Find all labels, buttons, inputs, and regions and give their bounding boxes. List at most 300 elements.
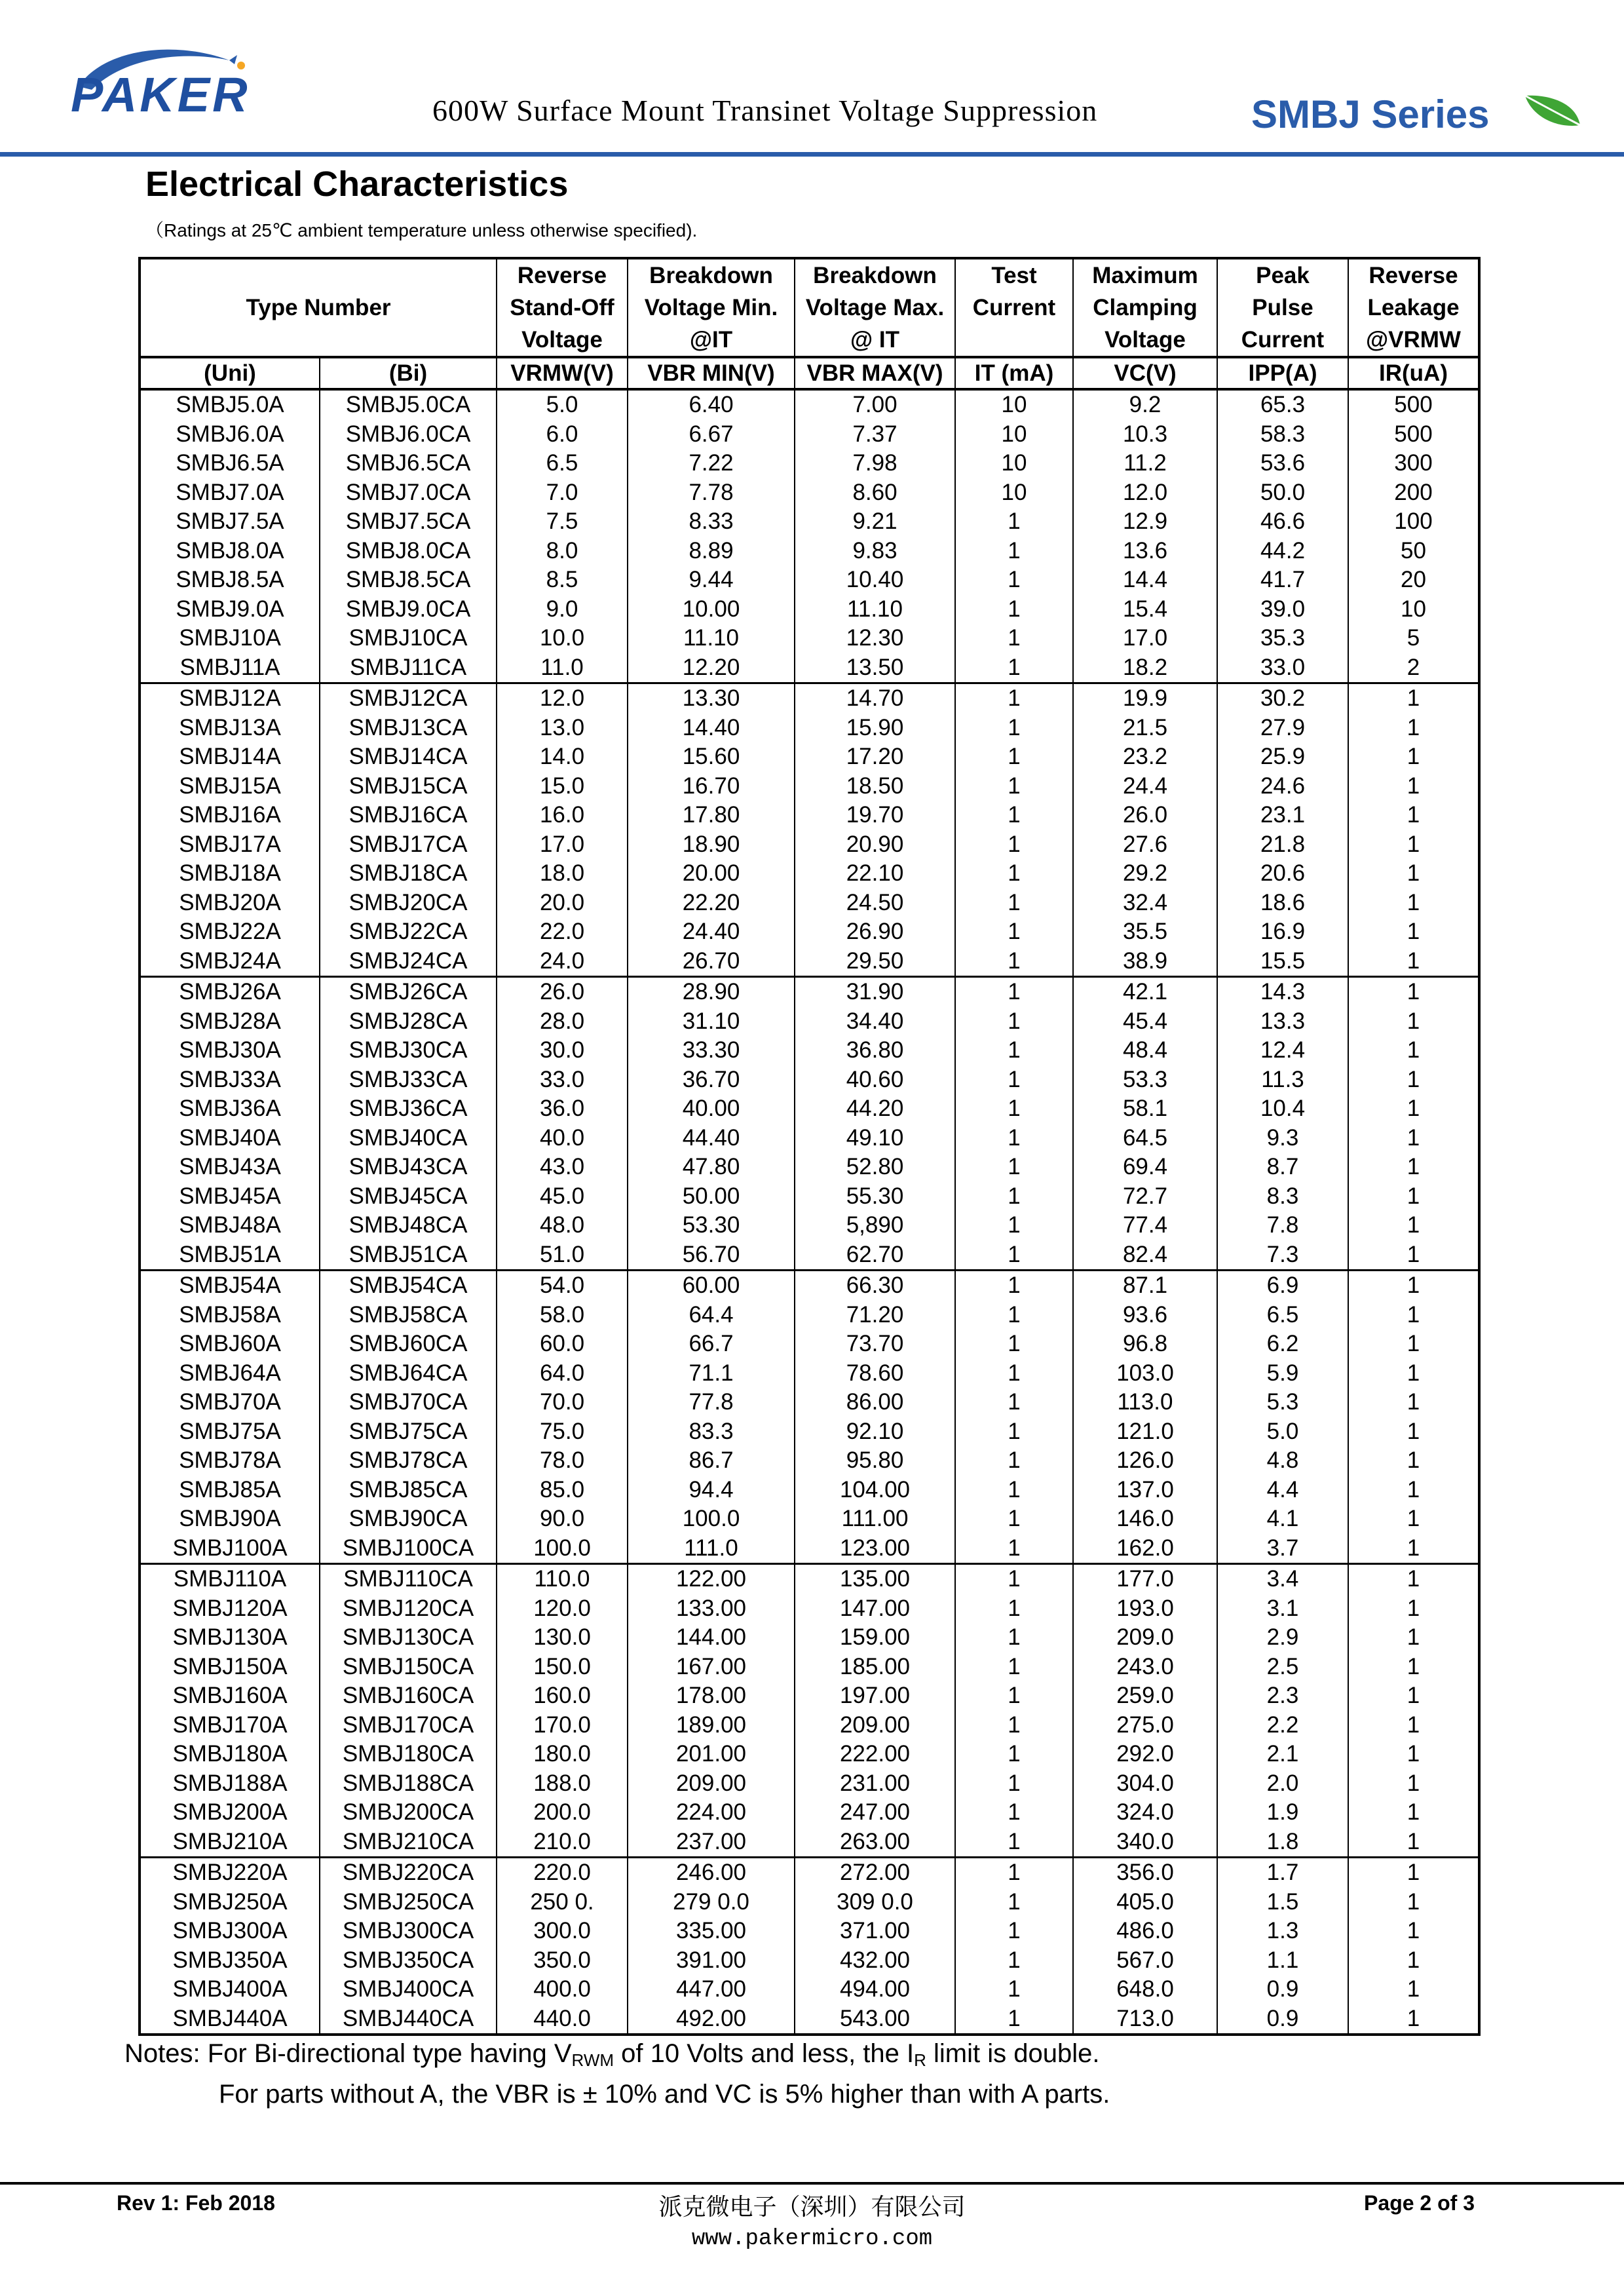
table-cell: 58.1 — [1073, 1094, 1217, 1124]
table-cell: 309 0.0 — [795, 1888, 955, 1917]
table-cell: 1 — [1348, 1240, 1479, 1271]
table-cell: 1 — [955, 537, 1073, 566]
table-cell: 1 — [1348, 1182, 1479, 1212]
table-cell: SMBJ90A — [140, 1504, 320, 1534]
table-cell: SMBJ7.5A — [140, 507, 320, 537]
table-cell: 18.50 — [795, 772, 955, 801]
table-cell: 7.8 — [1217, 1211, 1348, 1240]
table-cell: 1 — [955, 595, 1073, 624]
table-cell: 304.0 — [1073, 1769, 1217, 1799]
table-cell: 1.1 — [1217, 1946, 1348, 1976]
table-cell: 8.5 — [497, 565, 628, 595]
table-cell: 220.0 — [497, 1858, 628, 1888]
table-cell: 200.0 — [497, 1798, 628, 1827]
table-cell: SMBJ5.0A — [140, 389, 320, 420]
ipp-header: Peak Pulse Current — [1217, 258, 1348, 357]
table-cell: 1 — [1348, 1623, 1479, 1653]
table-cell: 6.5 — [497, 449, 628, 478]
table-cell: 1 — [1348, 1301, 1479, 1330]
table-cell: 340.0 — [1073, 1827, 1217, 1858]
table-cell: SMBJ48CA — [320, 1211, 497, 1240]
logo-text: PAKER — [71, 67, 250, 122]
table-cell: 1 — [955, 714, 1073, 743]
table-cell: 209.00 — [628, 1769, 795, 1799]
table-cell: SMBJ5.0CA — [320, 389, 497, 420]
table-cell: 1 — [955, 1681, 1073, 1711]
table-cell: 371.00 — [795, 1917, 955, 1946]
table-cell: 1 — [955, 947, 1073, 977]
table-cell: SMBJ78A — [140, 1446, 320, 1476]
table-row — [140, 859, 1479, 889]
table-cell: SMBJ170CA — [320, 1711, 497, 1740]
table-cell: 1.7 — [1217, 1858, 1348, 1888]
table-cell: 35.5 — [1073, 917, 1217, 947]
table-cell: 8.0 — [497, 537, 628, 566]
table-cell: 1 — [955, 1653, 1073, 1682]
table-cell: SMBJ9.0CA — [320, 595, 497, 624]
table-cell: SMBJ10CA — [320, 624, 497, 653]
table-cell: SMBJ210CA — [320, 1827, 497, 1858]
table-row — [140, 1330, 1479, 1359]
table-cell: 1.3 — [1217, 1917, 1348, 1946]
table-row — [140, 1476, 1479, 1505]
table-cell: 50.0 — [1217, 478, 1348, 508]
table-cell: 29.2 — [1073, 859, 1217, 889]
table-cell: 94.4 — [628, 1476, 795, 1505]
table-cell: 9.83 — [795, 537, 955, 566]
table-cell: 447.00 — [628, 1975, 795, 2004]
table-cell: SMBJ110CA — [320, 1564, 497, 1594]
table-cell: 1 — [1348, 1359, 1479, 1388]
table-cell: 10.3 — [1073, 420, 1217, 450]
table-cell: 185.00 — [795, 1653, 955, 1682]
table-cell: 713.0 — [1073, 2004, 1217, 2035]
table-cell: SMBJ6.0A — [140, 420, 320, 450]
table-cell: 56.70 — [628, 1240, 795, 1271]
company-url[interactable]: www.pakermicro.com — [691, 2227, 933, 2251]
table-cell: 18.6 — [1217, 889, 1348, 918]
table-cell: 14.3 — [1217, 977, 1348, 1007]
table-row — [140, 389, 1479, 420]
table-cell: 62.70 — [795, 1240, 955, 1271]
table-row — [140, 917, 1479, 947]
table-cell: 100.0 — [628, 1504, 795, 1534]
table-cell: 1 — [1348, 1858, 1479, 1888]
table-cell: 50 — [1348, 537, 1479, 566]
vrwm-header: Reverse Stand-Off Voltage — [497, 258, 628, 357]
table-cell: 4.4 — [1217, 1476, 1348, 1505]
table-cell: 12.4 — [1217, 1036, 1348, 1065]
table-cell: 200 — [1348, 478, 1479, 508]
table-cell: 300 — [1348, 449, 1479, 478]
table-cell: 44.20 — [795, 1094, 955, 1124]
table-cell: 113.0 — [1073, 1388, 1217, 1417]
table-cell: 48.4 — [1073, 1036, 1217, 1065]
table-cell: 10 — [1348, 595, 1479, 624]
notes — [124, 2037, 1110, 2111]
table-cell: 18.0 — [497, 859, 628, 889]
table-cell: SMBJ10A — [140, 624, 320, 653]
table-cell: SMBJ51CA — [320, 1240, 497, 1271]
table-cell: SMBJ250CA — [320, 1888, 497, 1917]
table-cell: 1 — [1348, 742, 1479, 772]
table-cell: 1.9 — [1217, 1798, 1348, 1827]
table-cell: SMBJ400A — [140, 1975, 320, 2004]
table-cell: 12.30 — [795, 624, 955, 653]
table-cell: SMBJ188CA — [320, 1769, 497, 1799]
table-cell: 15.0 — [497, 772, 628, 801]
table-cell: 77.8 — [628, 1388, 795, 1417]
table-cell: 65.3 — [1217, 389, 1348, 420]
table-cell: 17.0 — [497, 830, 628, 860]
table-cell: 1 — [955, 1594, 1073, 1624]
table-cell: 1 — [1348, 859, 1479, 889]
table-cell: SMBJ22A — [140, 917, 320, 947]
table-cell: 335.00 — [628, 1917, 795, 1946]
table-row — [140, 1798, 1479, 1827]
table-cell: SMBJ350CA — [320, 1946, 497, 1976]
table-row — [140, 683, 1479, 714]
table-cell: 1 — [955, 1271, 1073, 1301]
table-cell: 11.0 — [497, 653, 628, 683]
leaf-icon — [1520, 89, 1585, 135]
table-cell: 1 — [955, 977, 1073, 1007]
unit-cell: IPP(A) — [1217, 357, 1348, 389]
table-cell: 26.70 — [628, 947, 795, 977]
table-row — [140, 1653, 1479, 1682]
table-cell: 243.0 — [1073, 1653, 1217, 1682]
table-cell: 5.9 — [1217, 1359, 1348, 1388]
table-cell: 9.2 — [1073, 389, 1217, 420]
table-cell: 100 — [1348, 507, 1479, 537]
table-cell: 1 — [1348, 683, 1479, 714]
table-cell: SMBJ26A — [140, 977, 320, 1007]
table-cell: 356.0 — [1073, 1858, 1217, 1888]
table-cell: 40.60 — [795, 1065, 955, 1095]
table-cell: 45.4 — [1073, 1007, 1217, 1037]
table-cell: 5 — [1348, 624, 1479, 653]
table-cell: 83.3 — [628, 1417, 795, 1447]
units-row — [140, 357, 1479, 389]
table-cell: 272.00 — [795, 1858, 955, 1888]
table-cell: 43.0 — [497, 1153, 628, 1182]
table-cell: 93.6 — [1073, 1301, 1217, 1330]
table-row — [140, 565, 1479, 595]
table-cell: SMBJ130A — [140, 1623, 320, 1653]
table-cell: 10.4 — [1217, 1094, 1348, 1124]
table-cell: 1 — [955, 1888, 1073, 1917]
table-cell: 33.0 — [1217, 653, 1348, 683]
table-cell: 400.0 — [497, 1975, 628, 2004]
table-cell: 1 — [1348, 1917, 1479, 1946]
table-cell: 14.4 — [1073, 565, 1217, 595]
table-cell: 66.30 — [795, 1271, 955, 1301]
table-cell: 85.0 — [497, 1476, 628, 1505]
table-cell: 1 — [1348, 947, 1479, 977]
table-cell: SMBJ440CA — [320, 2004, 497, 2035]
table-cell: 22.10 — [795, 859, 955, 889]
table-cell: 1 — [1348, 1476, 1479, 1505]
table-cell: 135.00 — [795, 1564, 955, 1594]
table-cell: 259.0 — [1073, 1681, 1217, 1711]
table-cell: 1 — [955, 1211, 1073, 1240]
table-cell: 5,890 — [795, 1211, 955, 1240]
table-row — [140, 1504, 1479, 1534]
table-cell: SMBJ60CA — [320, 1330, 497, 1359]
page-number: Page 2 of 3 — [1364, 2191, 1475, 2215]
table-cell: SMBJ17CA — [320, 830, 497, 860]
table-cell: 22.0 — [497, 917, 628, 947]
table-cell: 8.3 — [1217, 1182, 1348, 1212]
table-cell: 1 — [955, 1359, 1073, 1388]
electrical-characteristics-table — [138, 257, 1481, 2036]
table-cell: 23.2 — [1073, 742, 1217, 772]
table-cell: 246.00 — [628, 1858, 795, 1888]
table-cell: 13.0 — [497, 714, 628, 743]
table-cell: 12.20 — [628, 653, 795, 683]
table-cell: 1 — [955, 1301, 1073, 1330]
table-cell: 26.90 — [795, 917, 955, 947]
table-cell: SMBJ60A — [140, 1330, 320, 1359]
table-cell: SMBJ18CA — [320, 859, 497, 889]
table-cell: 111.00 — [795, 1504, 955, 1534]
table-cell: 1 — [955, 1711, 1073, 1740]
table-row — [140, 1417, 1479, 1447]
table-cell: 1 — [1348, 1681, 1479, 1711]
table-cell: SMBJ28CA — [320, 1007, 497, 1037]
table-cell: 64.4 — [628, 1301, 795, 1330]
table-cell: 24.6 — [1217, 772, 1348, 801]
table-cell: 15.4 — [1073, 595, 1217, 624]
table-cell: 54.0 — [497, 1271, 628, 1301]
table-cell: 279 0.0 — [628, 1888, 795, 1917]
table-cell: 1 — [1348, 1975, 1479, 2004]
table-cell: 20.90 — [795, 830, 955, 860]
table-cell: 52.80 — [795, 1153, 955, 1182]
table-cell: 224.00 — [628, 1798, 795, 1827]
table-cell: 28.90 — [628, 977, 795, 1007]
table-cell: 30.2 — [1217, 683, 1348, 714]
table-cell: 15.90 — [795, 714, 955, 743]
table-cell: 1 — [955, 1946, 1073, 1976]
table-cell: SMBJ12CA — [320, 683, 497, 714]
table-cell: 21.8 — [1217, 830, 1348, 860]
table-cell: SMBJ130CA — [320, 1623, 497, 1653]
table-cell: 111.0 — [628, 1534, 795, 1564]
table-cell: 8.89 — [628, 537, 795, 566]
table-cell: 75.0 — [497, 1417, 628, 1447]
table-cell: 222.00 — [795, 1740, 955, 1769]
table-cell: 48.0 — [497, 1211, 628, 1240]
table-cell: SMBJ30A — [140, 1036, 320, 1065]
table-cell: 432.00 — [795, 1946, 955, 1976]
table-cell: SMBJ7.0A — [140, 478, 320, 508]
table-cell: 77.4 — [1073, 1211, 1217, 1240]
table-cell: SMBJ70A — [140, 1388, 320, 1417]
table-cell: 178.00 — [628, 1681, 795, 1711]
table-cell: 1 — [1348, 1124, 1479, 1153]
table-cell: 7.22 — [628, 449, 795, 478]
table-cell: 24.4 — [1073, 772, 1217, 801]
table-cell: 1 — [1348, 1153, 1479, 1182]
table-cell: 486.0 — [1073, 1917, 1217, 1946]
table-cell: SMBJ24CA — [320, 947, 497, 977]
table-row — [140, 2004, 1479, 2035]
table-cell: 1 — [1348, 1564, 1479, 1594]
table-row — [140, 478, 1479, 508]
table-cell: 60.0 — [497, 1330, 628, 1359]
table-cell: 3.1 — [1217, 1594, 1348, 1624]
table-cell: 20.0 — [497, 889, 628, 918]
table-cell: 1 — [1348, 1271, 1479, 1301]
table-row — [140, 1946, 1479, 1976]
table-cell: 32.4 — [1073, 889, 1217, 918]
table-cell: 53.6 — [1217, 449, 1348, 478]
table-cell: SMBJ8.5A — [140, 565, 320, 595]
vbr-max-header: Breakdown Voltage Max. @ IT — [795, 258, 955, 357]
table-cell: 10.0 — [497, 624, 628, 653]
table-cell: 46.6 — [1217, 507, 1348, 537]
table-cell: 87.1 — [1073, 1271, 1217, 1301]
table-cell: 1 — [1348, 1769, 1479, 1799]
table-cell: 58.0 — [497, 1301, 628, 1330]
table-cell: 133.00 — [628, 1594, 795, 1624]
table-cell: 20.6 — [1217, 859, 1348, 889]
table-cell: 1 — [1348, 1798, 1479, 1827]
table-cell: 1 — [955, 1504, 1073, 1534]
table-cell: SMBJ78CA — [320, 1446, 497, 1476]
table-cell: 36.80 — [795, 1036, 955, 1065]
unit-cell: VC(V) — [1073, 357, 1217, 389]
table-cell: 177.0 — [1073, 1564, 1217, 1594]
unit-cell: VRMW(V) — [497, 357, 628, 389]
table-cell: 231.00 — [795, 1769, 955, 1799]
table-cell: 567.0 — [1073, 1946, 1217, 1976]
table-cell: 300.0 — [497, 1917, 628, 1946]
table-cell: 1 — [1348, 714, 1479, 743]
table-cell: 1 — [955, 624, 1073, 653]
table-cell: 44.2 — [1217, 537, 1348, 566]
table-cell: 12.9 — [1073, 507, 1217, 537]
table-cell: 150.0 — [497, 1653, 628, 1682]
note-line-2: For parts without A, the VBR is ± 10% and VC is 5% higher than with A parts. — [219, 2080, 1110, 2109]
table-cell: 50.00 — [628, 1182, 795, 1212]
table-row — [140, 830, 1479, 860]
table-cell: 11.2 — [1073, 449, 1217, 478]
table-cell: 1 — [955, 1417, 1073, 1447]
table-cell: 1 — [955, 917, 1073, 947]
table-cell: 29.50 — [795, 947, 955, 977]
table-cell: 1 — [1348, 2004, 1479, 2035]
table-cell: SMBJ120A — [140, 1594, 320, 1624]
table-cell: 58.3 — [1217, 420, 1348, 450]
table-cell: 20.00 — [628, 859, 795, 889]
table-cell: 7.98 — [795, 449, 955, 478]
table-cell: 36.70 — [628, 1065, 795, 1095]
table-cell: 1 — [955, 801, 1073, 830]
table-cell: 209.0 — [1073, 1623, 1217, 1653]
table-cell: SMBJ64A — [140, 1359, 320, 1388]
table-cell: 197.00 — [795, 1681, 955, 1711]
footer-divider — [0, 2182, 1624, 2185]
table-cell: 73.70 — [795, 1330, 955, 1359]
table-cell: 1 — [955, 683, 1073, 714]
table-cell: 49.10 — [795, 1124, 955, 1153]
table-cell: 1 — [1348, 1388, 1479, 1417]
table-cell: 5.0 — [497, 389, 628, 420]
table-cell: 26.0 — [1073, 801, 1217, 830]
table-cell: 12.0 — [1073, 478, 1217, 508]
table-row — [140, 449, 1479, 478]
table-cell: 1 — [1348, 889, 1479, 918]
series-title: SMBJ Series — [1251, 92, 1490, 136]
table-cell: SMBJ17A — [140, 830, 320, 860]
table-cell: 7.5 — [497, 507, 628, 537]
table-cell: 55.30 — [795, 1182, 955, 1212]
table-cell: 2.2 — [1217, 1711, 1348, 1740]
table-cell: 1 — [955, 565, 1073, 595]
table-row — [140, 1594, 1479, 1624]
table-row — [140, 1094, 1479, 1124]
table-cell: 4.1 — [1217, 1504, 1348, 1534]
table-cell: 1 — [1348, 772, 1479, 801]
table-cell: 492.00 — [628, 2004, 795, 2035]
table-cell: 38.9 — [1073, 947, 1217, 977]
table-cell: 51.0 — [497, 1240, 628, 1271]
table-cell: 7.00 — [795, 389, 955, 420]
table-cell: 110.0 — [497, 1564, 628, 1594]
table-cell: SMBJ210A — [140, 1827, 320, 1858]
table-cell: 5.3 — [1217, 1388, 1348, 1417]
table-cell: SMBJ24A — [140, 947, 320, 977]
table-cell: 1 — [955, 742, 1073, 772]
table-cell: 543.00 — [795, 2004, 955, 2035]
table-cell: SMBJ54CA — [320, 1271, 497, 1301]
table-row — [140, 1211, 1479, 1240]
table-row — [140, 947, 1479, 977]
table-cell: 0.9 — [1217, 1975, 1348, 2004]
table-cell: SMBJ9.0A — [140, 595, 320, 624]
table-cell: 350.0 — [497, 1946, 628, 1976]
header-divider — [0, 152, 1624, 157]
table-cell: SMBJ14CA — [320, 742, 497, 772]
table-cell: 1 — [955, 1534, 1073, 1564]
table-cell: 24.40 — [628, 917, 795, 947]
table-cell: SMBJ51A — [140, 1240, 320, 1271]
table-cell: 23.1 — [1217, 801, 1348, 830]
table-cell: 1 — [1348, 1007, 1479, 1037]
table-cell: 10 — [955, 478, 1073, 508]
table-cell: SMBJ30CA — [320, 1036, 497, 1065]
table-cell: SMBJ85A — [140, 1476, 320, 1505]
table-cell: 391.00 — [628, 1946, 795, 1976]
table-cell: SMBJ16CA — [320, 801, 497, 830]
table-cell: SMBJ36CA — [320, 1094, 497, 1124]
table-cell: 5.0 — [1217, 1417, 1348, 1447]
table-row — [140, 1888, 1479, 1917]
table-cell: 6.9 — [1217, 1271, 1348, 1301]
table-cell: 1 — [1348, 801, 1479, 830]
table-cell: 24.50 — [795, 889, 955, 918]
it-header: Test Current — [955, 258, 1073, 357]
table-cell: SMBJ58A — [140, 1301, 320, 1330]
table-cell: 162.0 — [1073, 1534, 1217, 1564]
table-cell: 19.70 — [795, 801, 955, 830]
table-cell: 82.4 — [1073, 1240, 1217, 1271]
table-cell: 121.0 — [1073, 1417, 1217, 1447]
unit-cell: (Uni) — [140, 357, 320, 389]
table-cell: 11.10 — [795, 595, 955, 624]
